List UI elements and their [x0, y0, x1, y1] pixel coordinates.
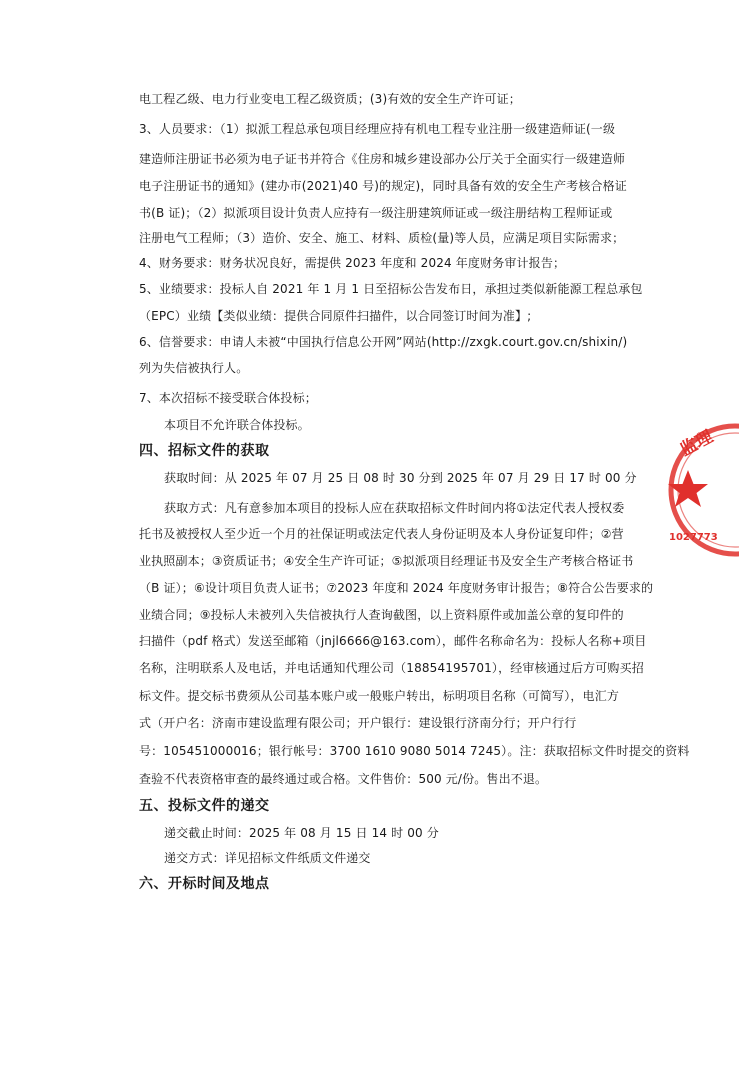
company-seal — [650, 418, 739, 558]
text-line: 建造师注册证书必须为电子证书并符合《住房和城乡建设部办公厅关于全面实行一级建造师 — [139, 152, 626, 166]
section-heading: 五、投标文件的递交 — [139, 798, 270, 814]
text-line: 名称，注明联系人及电话，并电话通知代理公司（18854195701），经审核通过后方可购买招 — [139, 661, 644, 675]
text-line: 托书及被授权人至少近一个月的社保证明或法定代表人身份证明及本人身份证复印件；②营 — [139, 527, 624, 541]
text-line: 电子注册证书的通知》(建办市(2021)40 号)的规定)，同时具备有效的安全生产考核合格证 — [139, 179, 627, 193]
text-line: 扫描件（pdf 格式）发送至邮箱（jnjl6666@163.com），邮件名称命名为：投标人名称+项目 — [139, 634, 647, 648]
seal-number: 1027773 — [669, 532, 718, 543]
text-line: 电工程乙级、电力行业变电工程乙级资质；(3)有效的安全生产许可证； — [139, 92, 521, 106]
text-line: 递交方式：详见招标文件纸质文件递交 — [164, 851, 371, 865]
section-heading: 四、招标文件的获取 — [139, 443, 270, 459]
text-line: 业执照副本；③资质证书；④安全生产许可证；⑤拟派项目经理证书及安全生产考核合格证书 — [139, 554, 634, 568]
text-line: 6、信誉要求：申请人未被“中国执行信息公开网”网站(http://zxgk.court.gov.cn/shixin/) — [139, 335, 628, 349]
text-line: 获取时间：从 2025 年 07 月 25 日 08 时 30 分到 2025 年 07 月 29 日 17 时 00 分 — [164, 471, 637, 485]
text-line: 本项目不允许联合体投标。 — [164, 418, 310, 432]
text-line: 列为失信被执行人。 — [139, 361, 249, 375]
text-line: （B 证）；⑥设计项目负责人证书；⑦2023 年度和 2024 年度财务审计报告；⑧符合公告要求的 — [139, 581, 654, 595]
text-line: 标文件。提交标书费须从公司基本账户或一般账户转出，标明项目名称（可简写），电汇方 — [139, 689, 620, 703]
text-line: （EPC）业绩【类似业绩：提供合同原件扫描件，以合同签订时间为准】; — [139, 309, 532, 323]
text-line: 3、人员要求：（1）拟派工程总承包项目经理应持有机电工程专业注册一级建造师证(一级 — [139, 122, 616, 136]
text-line: 注册电气工程师；（3）造价、安全、施工、材料、质检(量)等人员，应满足项目实际需求； — [139, 231, 625, 245]
text-line: 业绩合同；⑨投标人未被列入失信被执行人查询截图，以上资料原件或加盖公章的复印件的 — [139, 608, 624, 622]
text-line: 查验不代表资格审查的最终通过或合格。文件售价：500 元/份。售出不退。 — [139, 772, 548, 786]
text-line: 书(B 证)；（2）拟派项目设计负责人应持有一级注册建筑师证或一级注册结构工程师证或 — [139, 206, 613, 220]
section-heading: 六、开标时间及地点 — [139, 876, 270, 892]
seal-text: 监理 — [676, 426, 717, 461]
text-line: 5、业绩要求：投标人自 2021 年 1 月 1 日至招标公告发布日，承担过类似新能源工程总承包 — [139, 282, 643, 296]
text-line: 递交截止时间：2025 年 08 月 15 日 14 时 00 分 — [164, 826, 439, 840]
text-line: 式（开户名：济南市建设监理有限公司；开户银行：建设银行济南分行；开户行行 — [139, 716, 577, 730]
text-line: 号：105451000016；银行帐号：3700 1610 9080 5014 7245）。注：获取招标文件时提交的资料 — [139, 744, 690, 758]
text-line: 4、财务要求：财务状况良好，需提供 2023 年度和 2024 年度财务审计报告； — [139, 256, 566, 270]
text-line: 7、本次招标不接受联合体投标； — [139, 391, 317, 405]
text-line: 获取方式：凡有意参加本项目的投标人应在获取招标文件时间内将①法定代表人授权委 — [164, 501, 625, 515]
